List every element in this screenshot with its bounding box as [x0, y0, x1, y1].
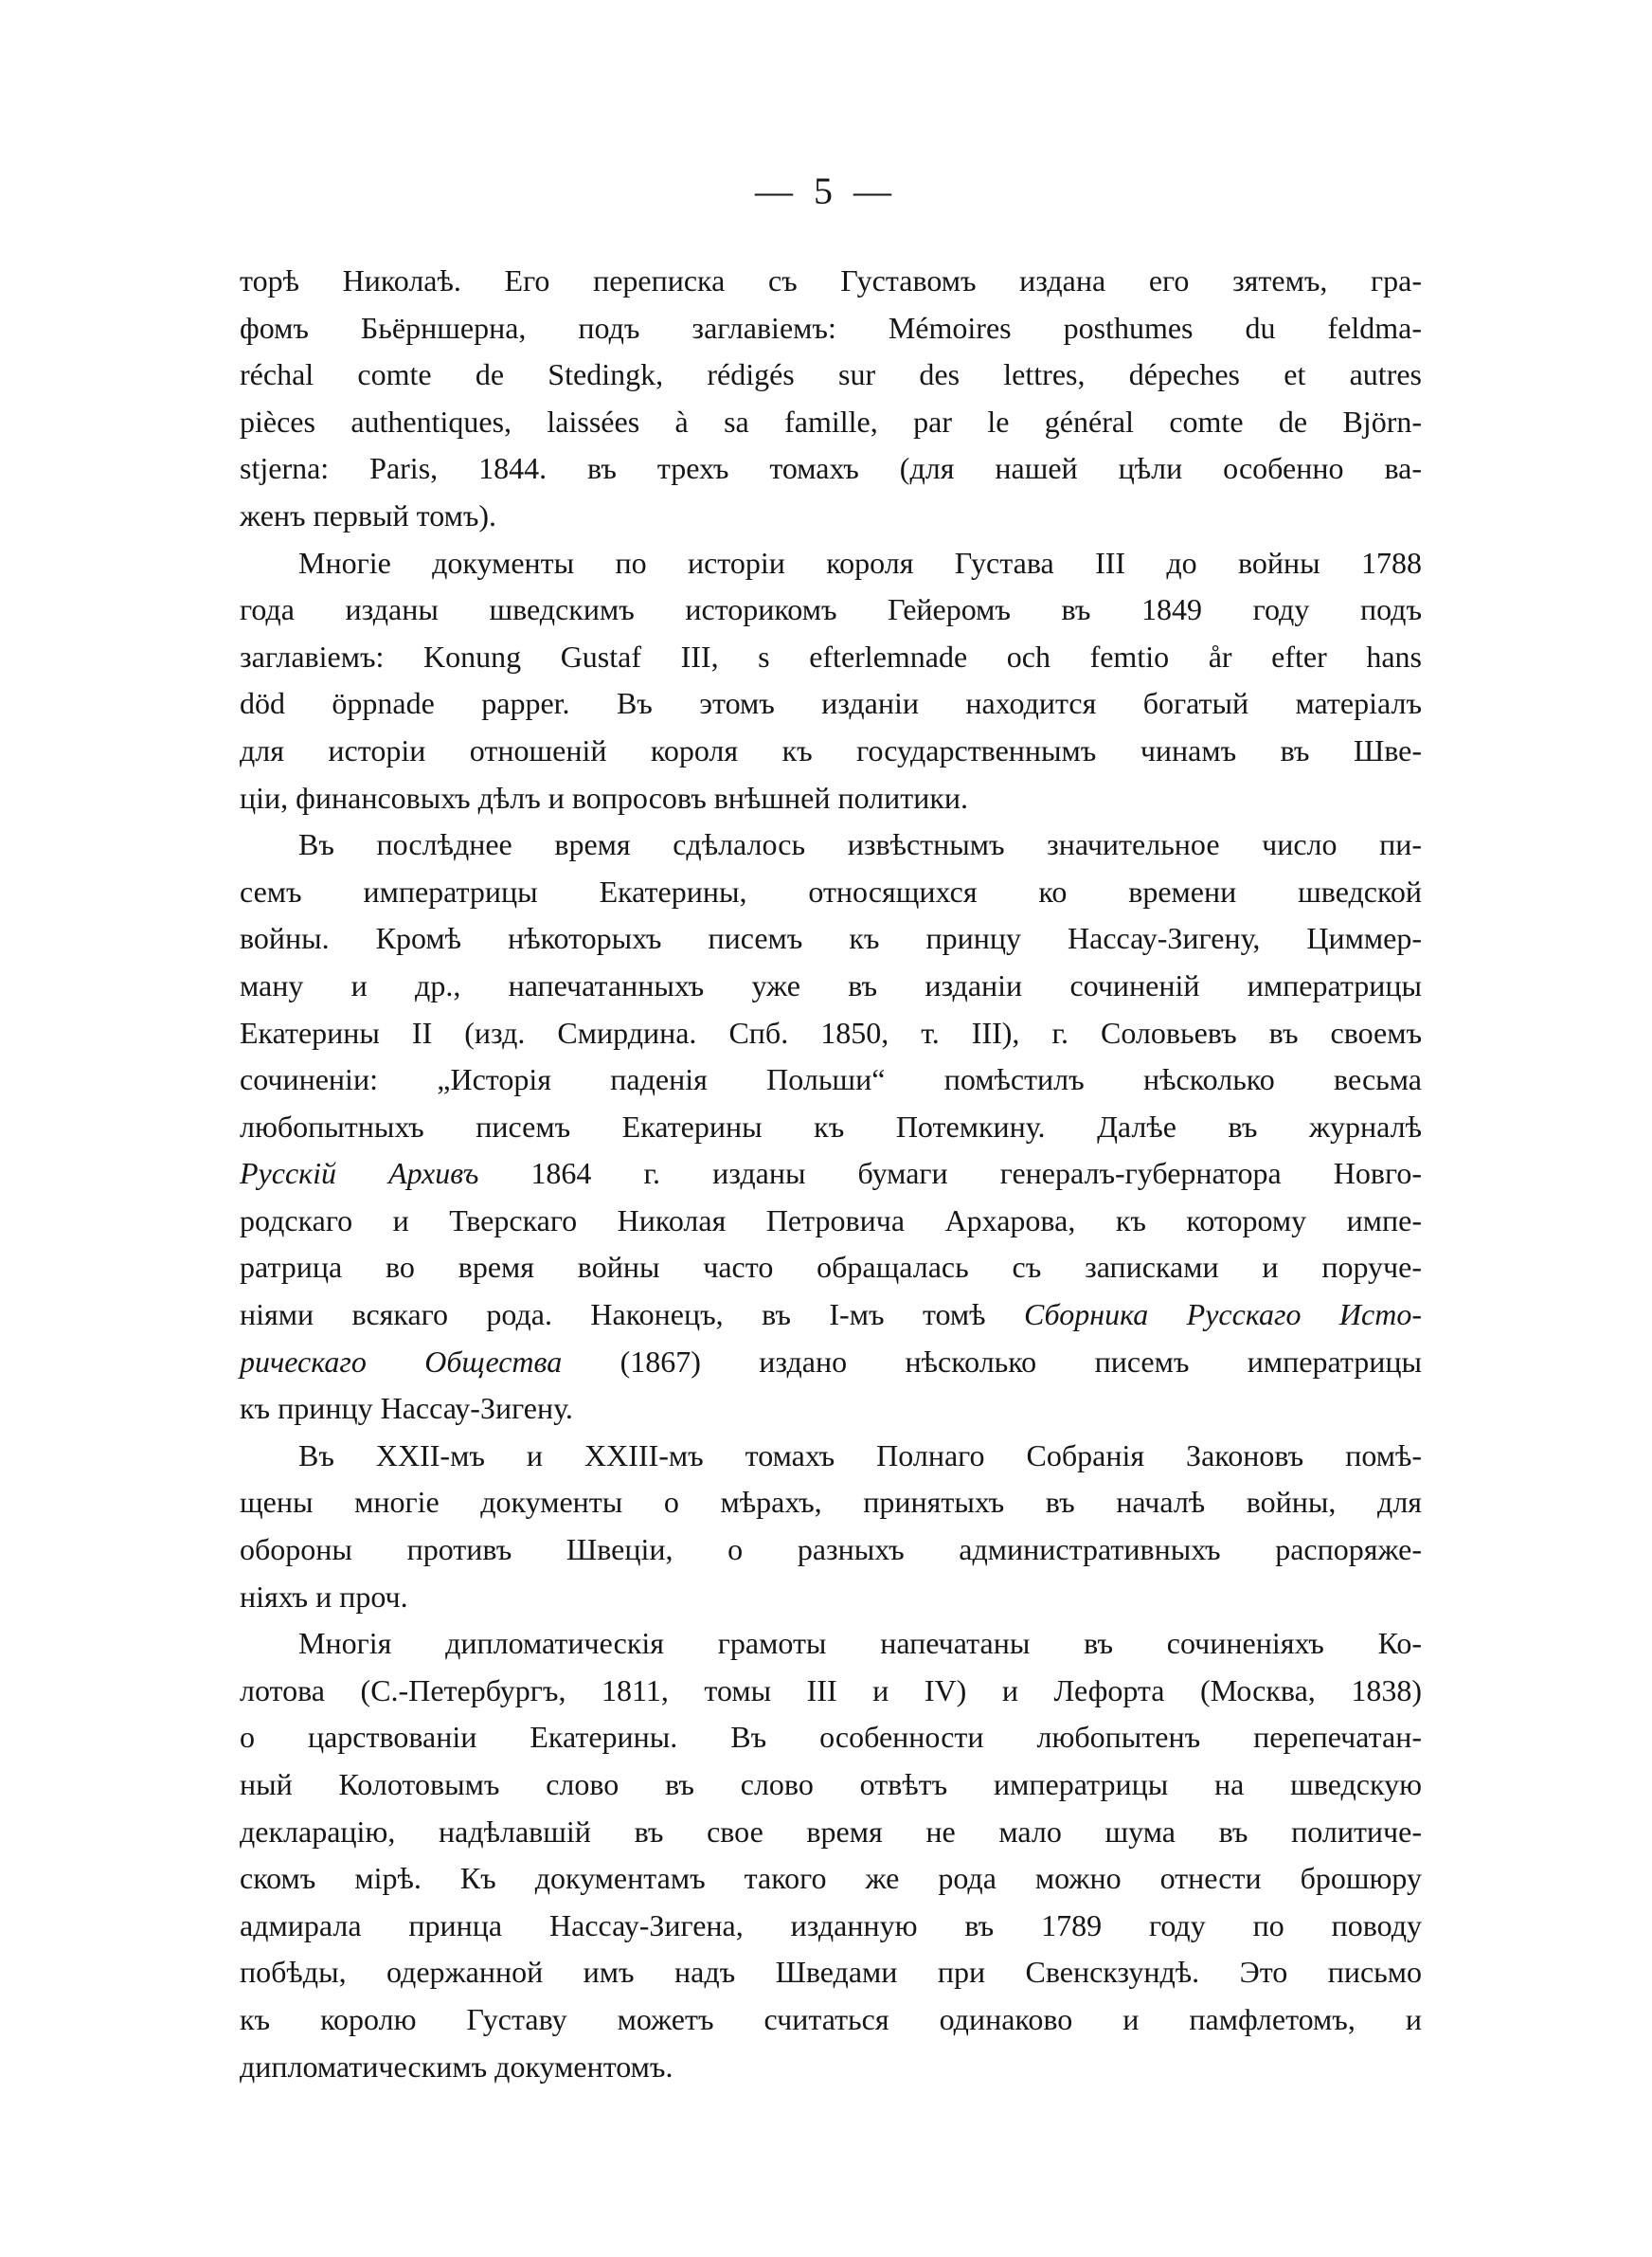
- text-line: Русскій Архивъ 1864 г. изданы бумаги генералъ-губернатора Новго-: [240, 1156, 1423, 1191]
- text-line: для исторіи отношеній короля къ государственнымъ чинамъ въ Шве-: [240, 732, 1422, 767]
- text-line: ратрица во время войны часто обращалась съ записками и поруче-: [240, 1250, 1422, 1285]
- italic-title: Сборника Русскаго Исто-: [1023, 1297, 1422, 1332]
- text-line: Въ послѣднее время сдѣлалось извѣстнымъ значительное число пи-: [298, 827, 1422, 862]
- text-line: réchal comte de Stedingk, rédigés sur des lettres, dépeches et autres: [240, 357, 1422, 392]
- text-line: войны. Кромѣ нѣкоторыхъ писемъ къ принцу Нассау-Зигену, Циммер-: [240, 921, 1422, 956]
- text-line: сочиненіи: „Исторія паденія Польши“ помѣстилъ нѣсколько весьма: [240, 1062, 1422, 1097]
- text-line: къ королю Густаву можетъ считаться одинаково и памфлетомъ, и: [240, 2001, 1422, 2036]
- text-line: семъ императрицы Екатерины, относящихся ко времени шведской: [240, 874, 1422, 909]
- text-line: фомъ Бьёрншерна, подъ заглавіемъ: Mémoires posthumes du feldma-: [240, 310, 1422, 345]
- text-line: ману и др., напечатанныхъ уже въ изданіи сочиненій императрицы: [240, 967, 1422, 1002]
- paragraph: [240, 1433, 1422, 1620]
- text-line: рическаго Общества (1867) издано нѣсколько писемъ императрицы: [240, 1344, 1423, 1379]
- text-line: död öppnade papper. Въ этомъ изданіи находится богатый матеріалъ: [240, 686, 1422, 721]
- text-line: адмирала принца Нассау-Зигена, изданную въ 1789 году по поводу: [240, 1907, 1422, 1942]
- text-line: Екатерины II (изд. Смирдина. Спб. 1850, т. III), г. Соловьевъ въ своемъ: [240, 1015, 1422, 1050]
- paragraph: [240, 1620, 1422, 2090]
- text-line: любопытныхъ писемъ Екатерины къ Потемкину. Далѣе въ журналѣ: [240, 1109, 1422, 1144]
- text-line: къ принцу Нассау-Зигену.: [240, 1391, 573, 1426]
- text-line: ный Колотовымъ слово въ слово отвѣтъ императрицы на шведскую: [240, 1767, 1422, 1801]
- text-line: дипломатическимъ документомъ.: [240, 2049, 673, 2084]
- text-line: щены многіе документы о мѣрахъ, принятыхъ въ началѣ войны, для: [240, 1485, 1422, 1520]
- text-line: Многія дипломатическія грамоты напечатаны въ сочиненіяхъ Ко-: [298, 1626, 1422, 1661]
- paragraph: [240, 540, 1422, 822]
- text-line: о царствованіи Екатерины. Въ особенности любопытенъ перепечатан-: [240, 1720, 1422, 1755]
- paragraph: [240, 822, 1422, 1433]
- italic-title: рическаго Общества: [240, 1344, 563, 1379]
- text-line: Многіе документы по исторіи короля Густава III до войны 1788: [298, 545, 1422, 580]
- text-line: торѣ Николаѣ. Его переписка съ Густавомъ издана его зятемъ, гра-: [240, 263, 1422, 298]
- text-line: женъ первый томъ).: [240, 497, 497, 533]
- text-line: родскаго и Тверскаго Николая Петровича Архарова, къ которому импе-: [240, 1202, 1422, 1237]
- text-line: скомъ мірѣ. Къ документамъ такого же рода можно отнести брошюру: [240, 1861, 1422, 1896]
- text-line: ціи, финансовыхъ дѣлъ и вопросовъ внѣшней политики.: [240, 780, 969, 815]
- text-line: года изданы шведскимъ историкомъ Гейеромъ въ 1849 году подъ: [240, 592, 1422, 627]
- paragraph: [240, 258, 1422, 540]
- page-number: — 5 —: [755, 170, 897, 212]
- text-line: stjerna: Paris, 1844. въ трехъ томахъ (для нашей цѣли особенно ва-: [240, 451, 1422, 486]
- text-line: pièces authentiques, laissées à sa famille, par le général comte de Björn-: [240, 404, 1422, 439]
- text-line: декларацію, надѣлавшій въ свое время не мало шума въ политиче-: [240, 1814, 1422, 1849]
- text-line: заглавіемъ: Konung Gustaf III, s efterlemnade och femtio år efter hans: [240, 639, 1422, 674]
- text-line: ніями всякаго рода. Наконецъ, въ I-мъ томѣ Сборника Русскаго Исто-: [240, 1297, 1422, 1332]
- body-text: [240, 258, 1422, 2090]
- italic-title: Русскій Архивъ: [240, 1156, 479, 1191]
- text-line: лотова (С.-Петербургъ, 1811, томы III и IV) и Лефорта (Москва, 1838): [240, 1672, 1422, 1707]
- text-line: побѣды, одержанной имъ надъ Шведами при Свенскзундѣ. Это письмо: [240, 1955, 1422, 1990]
- text-line: ніяхъ и проч.: [240, 1579, 408, 1614]
- text-line: Въ XXII-мъ и XXIII-мъ томахъ Полнаго Собранія Законовъ помѣ-: [298, 1437, 1422, 1472]
- text-line: обороны противъ Швеціи, о разныхъ административныхъ распоряже-: [240, 1532, 1422, 1567]
